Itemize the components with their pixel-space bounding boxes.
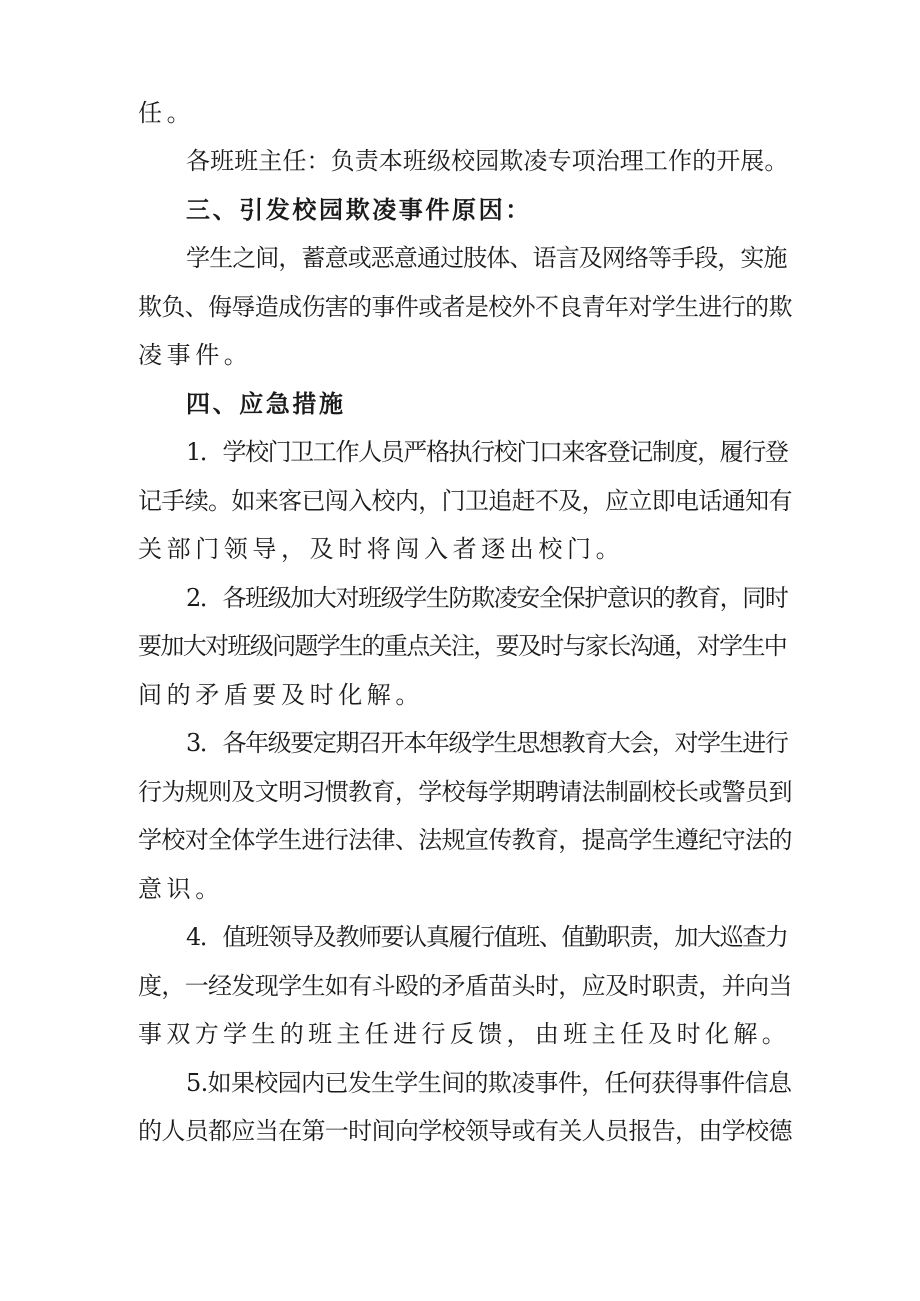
- text-line: 要加大对班级问题学生的重点关注，要及时与家长沟通，对学生中: [138, 632, 787, 660]
- text-line: 间的矛盾要及时化解。: [138, 681, 424, 709]
- text-line: 3．各年级要定期召开本年级学生思想教育大会，对学生进行: [186, 729, 788, 757]
- text-line: 1．学校门卫工作人员严格执行校门口来客登记制度，履行登: [186, 438, 788, 466]
- text-line: 事双方学生的班主任进行反馈，由班主任及时化解。: [138, 1020, 791, 1048]
- text-line: 欺负、侮辱造成伤害的事件或者是校外不良青年对学生进行的欺: [138, 293, 792, 321]
- text-line: 5.如果校园内已发生学生间的欺凌事件，任何获得事件信息: [186, 1069, 792, 1097]
- text-line: 意识。: [138, 875, 224, 903]
- text-line: 任。: [138, 99, 196, 127]
- section-heading: 三、引发校园欺凌事件原因：: [186, 196, 532, 224]
- text-line: 度，一经发现学生如有斗殴的矛盾苗头时，应及时职责，并向当: [138, 972, 792, 1000]
- section-heading: 四、应急措施: [186, 390, 346, 418]
- text-line: 记手续。如来客已闯入校内，门卫追赶不及，应立即电话通知有: [138, 487, 792, 515]
- text-line: 的人员都应当在第一时间向学校领导或有关人员报告，由学校德: [138, 1117, 792, 1145]
- text-line: 关部门领导，及时将闯入者逐出校门。: [138, 535, 625, 563]
- text-line: 各班班主任：负责本班级校园欺凌专项治理工作的开展。: [186, 147, 789, 175]
- text-line: 学生之间，蓄意或恶意通过肢体、语言及网络等手段，实施: [186, 244, 787, 272]
- text-line: 4．值班领导及教师要认真履行值班、值勤职责，加大巡查力: [186, 923, 788, 951]
- text-line: 学校对全体学生进行法律、法规宣传教育，提高学生遵纪守法的: [138, 826, 792, 854]
- text-line: 2．各班级加大对班级学生防欺凌安全保护意识的教育，同时: [186, 584, 788, 612]
- text-line: 行为规则及文明习惯教育，学校每学期聘请法制副校长或警员到: [138, 778, 792, 806]
- text-line: 凌事件。: [138, 341, 253, 369]
